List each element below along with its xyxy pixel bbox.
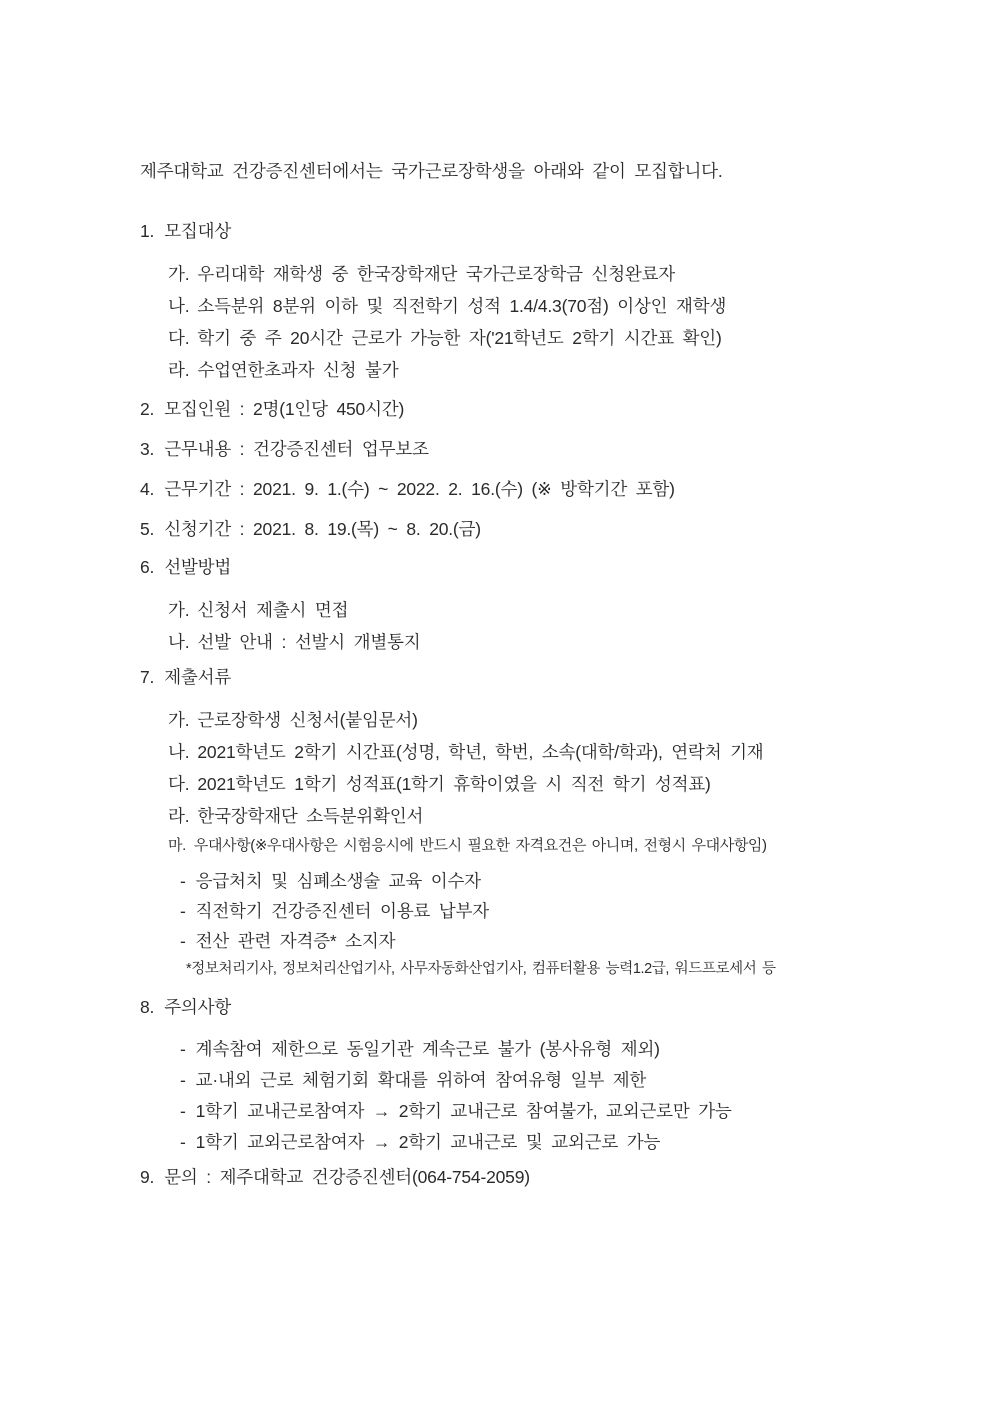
section-heading [140,393,932,425]
section-heading [140,1161,932,1193]
section-items [140,704,932,860]
item-label: 다. [168,774,190,794]
section-selection-method [140,551,932,658]
list-item [140,736,932,768]
section-number: 6. [140,557,155,577]
section-application-period [140,513,932,545]
section-number: 9. [140,1167,155,1187]
item-text: 교·내외 근로 체험기회 확대를 위하여 참여유형 일부 제한 [195,1070,647,1090]
section-contact [140,1161,932,1193]
section-title: 근무기간 : 2021. 9. 1.(수) ~ 2022. 2. 16.(수) (※ 방학기간 포함) [164,479,675,499]
section-heading [140,513,932,545]
item-label: 가. [168,264,190,284]
item-label: 마. [168,837,186,854]
list-item [140,354,932,386]
item-text: 직전학기 건강증진센터 이용료 납부자 [195,901,489,921]
dash-label: - [180,1039,186,1059]
section-number: 8. [140,997,155,1017]
section-heading [140,433,932,465]
section-number: 3. [140,439,155,459]
list-item [140,290,932,322]
item-text: 학기 중 주 20시간 근로가 가능한 자('21학년도 2학기 시간표 확인) [197,328,722,348]
dash-item [140,1127,932,1158]
section-title: 문의 : 제주대학교 건강증진센터(064-754-2059) [164,1167,530,1187]
item-label: 라. [168,360,190,380]
list-item [140,626,932,658]
section-required-documents [140,661,932,982]
section-number: 5. [140,519,155,539]
item-text: 신청서 제출시 면접 [197,600,349,620]
dash-item [140,926,932,956]
section-title: 선발방법 [164,557,232,577]
dash-label: - [180,1132,186,1152]
dash-item [140,1065,932,1096]
list-item [140,594,932,626]
item-text: 선발 안내 : 선발시 개별통지 [197,632,421,652]
item-label: 다. [168,328,190,348]
item-text: 2021학년도 2학기 시간표(성명, 학년, 학번, 소속(대학/학과), 연락처 기재 [197,742,764,762]
item-text: 수업연한초과자 신청 불가 [197,360,399,380]
item-text: 전산 관련 자격증* 소지자 [195,931,396,951]
section-title: 근무내용 : 건강증진센터 업무보조 [164,439,429,459]
list-item [140,258,932,290]
dash-item [140,1096,932,1127]
section-items [140,258,932,386]
list-item [140,704,932,736]
item-text: 한국장학재단 소득분위확인서 [197,806,424,826]
section-number: 7. [140,667,155,687]
section-heading [140,991,932,1023]
list-item [140,768,932,800]
section-recruitment-target [140,215,932,386]
preference-items [140,866,932,982]
section-number: 2. [140,399,155,419]
item-text: 2021학년도 1학기 성적표(1학기 휴학이였을 시 직전 학기 성적표) [197,774,711,794]
section-title: 모집인원 : 2명(1인당 450시간) [164,399,405,419]
section-heading [140,215,932,247]
section-heading [140,473,932,505]
dash-label: - [180,931,186,951]
caution-items [140,1034,932,1158]
section-heading [140,661,932,693]
item-text: 1학기 교내근로참여자 → 2학기 교내근로 참여불가, 교외근로만 가능 [195,1101,732,1121]
section-title: 제출서류 [164,667,232,687]
item-text: 계속참여 제한으로 동일기관 계속근로 불가 (봉사유형 제외) [195,1039,660,1059]
section-work-duties [140,433,932,465]
item-label: 가. [168,710,190,730]
list-item [140,832,932,860]
item-label: 나. [168,742,190,762]
dash-label: - [180,1070,186,1090]
list-item [140,800,932,832]
item-text: 소득분위 8분위 이하 및 직전학기 성적 1.4/4.3(70점) 이상인 재학생 [197,296,727,316]
section-title: 모집대상 [164,221,232,241]
section-title: 주의사항 [164,997,232,1017]
section-work-period [140,473,932,505]
dash-label: - [180,871,186,891]
section-number: 1. [140,221,155,241]
item-label: 나. [168,632,190,652]
section-items [140,594,932,658]
dash-item [140,896,932,926]
item-text: 1학기 교외근로참여자 → 2학기 교내근로 및 교외근로 가능 [195,1132,661,1152]
section-number: 4. [140,479,155,499]
item-text: 근로장학생 신청서(붙임문서) [197,710,418,730]
intro-paragraph: 제주대학교 건강증진센터에서는 국가근로장학생을 아래와 같이 모집합니다. [140,161,723,181]
item-label: 나. [168,296,190,316]
section-heading [140,551,932,583]
item-text: 우대사항(※우대사항은 시험응시에 반드시 필요한 자격요건은 아니며, 전형시 우대사항임) [193,837,767,854]
section-recruit-count [140,393,932,425]
item-label: 가. [168,600,190,620]
section-cautions [140,991,932,1158]
dash-item [140,866,932,896]
item-text: 응급처치 및 심폐소생술 교육 이수자 [195,871,481,891]
item-label: 라. [168,806,190,826]
dash-item [140,1034,932,1065]
certificate-note: *정보처리기사, 정보처리산업기사, 사무자동화산업기사, 컴퓨터활용 능력1.2급, 워드프로세서 등 [186,961,776,977]
list-item [140,322,932,354]
section-title: 신청기간 : 2021. 8. 19.(목) ~ 8. 20.(금) [164,519,481,539]
dash-label: - [180,901,186,921]
dash-label: - [180,1101,186,1121]
item-text: 우리대학 재학생 중 한국장학재단 국가근로장학금 신청완료자 [197,264,676,284]
